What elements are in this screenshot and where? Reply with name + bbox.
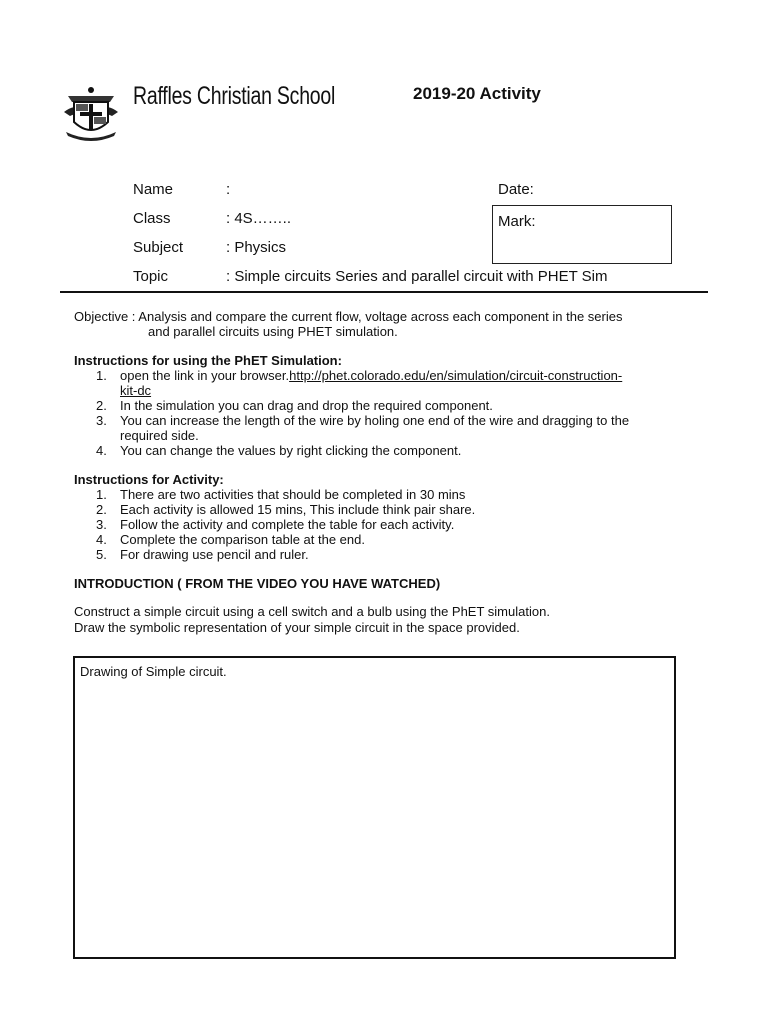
list-item: 3. Follow the activity and complete the table for each activity. (96, 517, 455, 532)
subject-value: : Physics (226, 239, 287, 256)
subject-label: Subject (133, 239, 184, 256)
class-value: : 4S…….. (226, 210, 292, 227)
list-item: 4. Complete the comparison table at the end. (96, 532, 365, 547)
phet-link-continued[interactable]: kit-dc (120, 383, 152, 398)
activity-instructions (74, 472, 714, 562)
objective-line2: and parallel circuits using PHET simulation. (148, 324, 398, 339)
list-item: 1. open the link in your browser.http://phet.colorado.edu/en/simulation/circuit-construction- kit-dc (96, 368, 623, 398)
list-item: 2. In the simulation you can drag and drop the required component. (96, 398, 493, 413)
list-item: 1. There are two activities that should be completed in 30 mins (96, 487, 466, 502)
list-item: 3. You can increase the length of the wire by holing one end of the wire and dragging to the required side. (96, 413, 630, 443)
phet-instructions-heading: Instructions for using the PhET Simulation: (74, 353, 342, 368)
drawing-area-label: Drawing of Simple circuit. (80, 664, 227, 679)
list-item: 2. Each activity is allowed 15 mins, This include think pair share. (96, 502, 476, 517)
school-crest-icon (60, 82, 122, 144)
introduction-heading: INTRODUCTION ( FROM THE VIDEO YOU HAVE WATCHED) (74, 576, 441, 591)
topic-value: : Simple circuits Series and parallel circuit with PHET Sim (226, 268, 608, 285)
date-label: Date: (498, 181, 534, 198)
phet-instructions (74, 353, 714, 458)
school-name: Raffles Christian School (133, 82, 336, 110)
phet-link[interactable]: http://phet.colorado.edu/en/simulation/circuit-construction- (289, 368, 623, 383)
name-field[interactable]: : (226, 181, 231, 198)
activity-instructions-heading: Instructions for Activity: (74, 472, 224, 487)
year-activity-title: 2019-20 Activity (413, 84, 541, 103)
mark-box[interactable] (492, 205, 672, 264)
class-label: Class (133, 210, 171, 227)
topic-label: Topic (133, 268, 169, 285)
objective (74, 309, 714, 339)
list-item: 4. You can change the values by right clicking the component. (96, 443, 462, 458)
introduction-text: Construct a simple circuit using a cell switch and a bulb using the PhET simulation. Draw the symbolic representation of your simple circuit in the space provided. (74, 604, 550, 635)
objective-line1: Objective : Analysis and compare the current flow, voltage across each component in the series (74, 309, 623, 324)
header-divider (60, 291, 708, 293)
list-item: 5. For drawing use pencil and ruler. (96, 547, 309, 562)
mark-label: Mark: (498, 213, 536, 230)
drawing-area[interactable] (73, 656, 676, 959)
name-label: Name (133, 181, 174, 198)
